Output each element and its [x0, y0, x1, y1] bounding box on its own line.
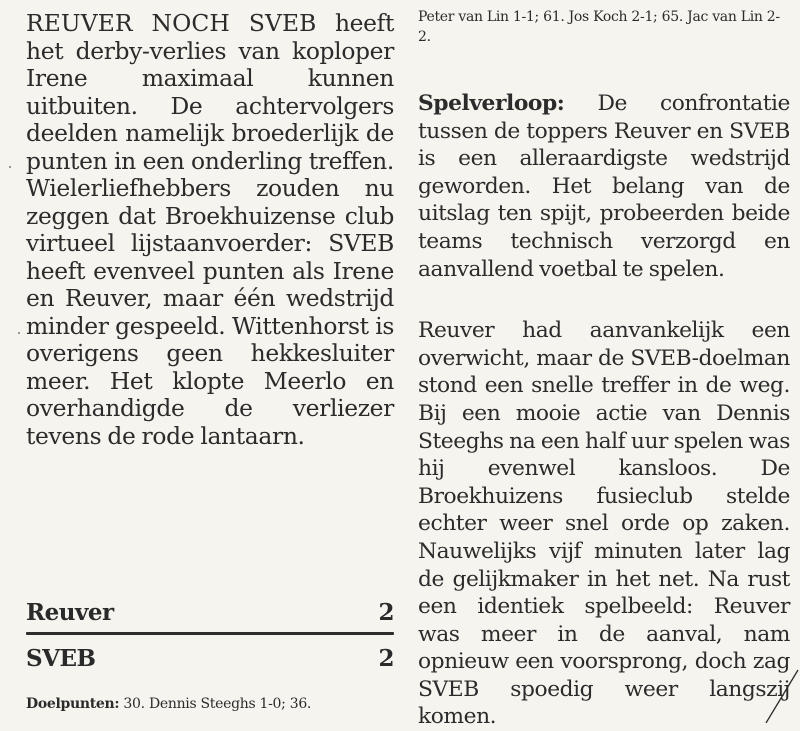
scan-speck — [9, 166, 11, 168]
goals-label: Doelpunten: — [26, 696, 120, 712]
lead-paragraph — [26, 0, 394, 450]
right-column — [418, 0, 790, 731]
left-column — [26, 0, 394, 450]
goals-line — [26, 694, 398, 714]
score-row-away — [26, 644, 394, 674]
score-row-home — [26, 598, 394, 628]
scoreboard — [26, 598, 394, 674]
home-team: Reuver — [26, 599, 114, 626]
lead-text: heeft het derby-verlies van koploper Irene maximaal kunnen uitbuiten. De achtervolgers deelden namelijk broederlijk de punten in een onderling treffen. Wielerliefhebbers zouden nu zeggen dat Broekhuizense club virtueel lijstaanvoerder: SVEB heeft evenveel punten als Irene en Reuver, maar één wedstrijd minder gespeeld. Wittenhorst is overigens geen hekkesluiter meer. Het klopte Meerlo en overhandigde de verliezer tevens de rode lantaarn. — [26, 9, 394, 450]
home-score: 2 — [378, 599, 394, 626]
score-divider — [26, 632, 394, 635]
paragraph-1-text: De confrontatie tussen de toppers Reuver en SVEB is een alleraardigste wedstrijd geworden. Het belang van de uitslag ten spijt, probeerden beide teams technisch verzorgd en aanvallend voetbal te spelen. — [418, 91, 790, 282]
fold-line-decoration — [760, 668, 800, 723]
away-score: 2 — [378, 645, 394, 672]
lead-caps: REUVER NOCH SVEB — [26, 9, 317, 37]
run-in-label: Spelverloop: — [418, 91, 565, 116]
away-team: SVEB — [26, 645, 96, 672]
match-report-paragraph-2: Reuver had aanvankelijk een overwicht, maar de SVEB-doelman stond een snelle treffer in de weg. Bij een mooie actie van Dennis Steeghs na een half uur spelen was hij evenwel kansloos. De Broekhuizens fusieclub stelde echter weer snel orde op zaken. Nauwelijks vijf minuten later lag de gelijkmaker in het net. Na rust een identiek spelbeeld: Reuver was meer in de aanval, nam opnieuw een voorsprong, doch zag SVEB spoedig weer langszij komen. — [418, 318, 790, 730]
goals-continuation: Peter van Lin 1-1; 61. Jos Koch 2-1; 65. Jac van Lin 2-2. — [418, 9, 780, 45]
goals-text-part1: 30. Dennis Steeghs 1-0; 36. — [119, 696, 312, 712]
scan-speck — [18, 332, 20, 334]
match-report-paragraph-1 — [418, 90, 790, 283]
